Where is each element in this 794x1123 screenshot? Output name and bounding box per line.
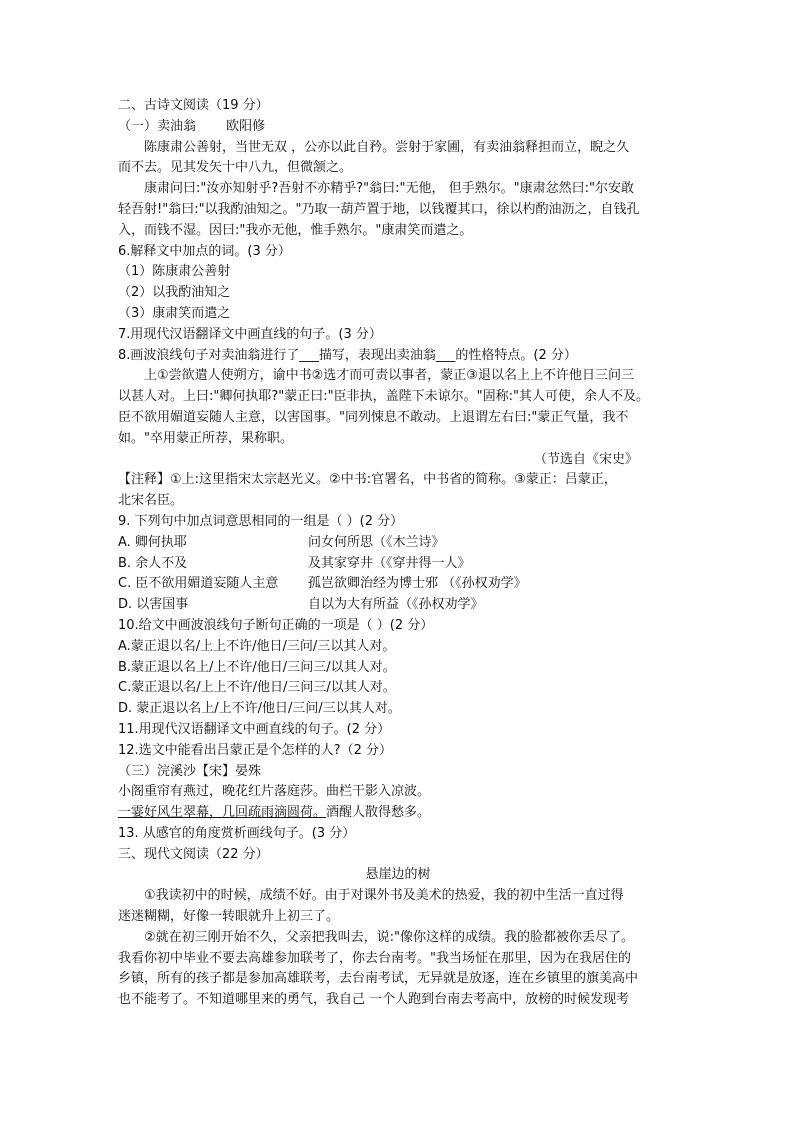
poem-line: 小阁重帘有燕过，晚花红片落庭莎。曲栏干影入凉波。: [118, 784, 431, 800]
article-line: 乡镇，所有的孩子都是参加高雄联考，去台南考试，无异就是放逐，连在乡镇里的旗美高中: [118, 971, 639, 987]
poem-title: （三）浣溪沙【宋】晏殊: [118, 763, 262, 779]
option-line: A.蒙正退以名/上上不许/他日/三问/三以其人对。: [118, 638, 396, 654]
question: 10.给文中画波浪线句子断句正确的一项是（ ）(2 分）: [118, 617, 434, 633]
option-row: [118, 554, 678, 575]
option-row: [118, 533, 678, 554]
option-row: [118, 574, 678, 595]
section-heading: 二、古诗文阅读（19 分）: [118, 98, 269, 113]
source-note: （节选自《宋史》: [533, 451, 638, 467]
article-line: 迷迷糊糊，好像一转眼就升上初三了。: [118, 909, 340, 925]
option-right: 问女何所思（《木兰诗》: [308, 534, 445, 550]
question-item: （1）陈康肃公善射: [118, 264, 231, 280]
article-line: ②就在初三刚开始不久，父亲把我叫去，说:"像你这样的成绩。我的脸都被你丢尽了。: [144, 929, 635, 945]
question: 6.解释文中加点的词。(3 分）: [118, 243, 291, 259]
option-left: A. 卿何执耶: [118, 534, 187, 550]
annotation: 北宋名臣。: [118, 493, 184, 509]
article-title: 悬崖边的树: [365, 867, 431, 883]
option-line: D. 蒙正退以名上/上不许/他日/三问/三以其人对。: [118, 701, 401, 717]
question: 11.用现代汉语翻译文中画直线的句子。(2 分）: [118, 721, 391, 737]
annotation: 【注释】①上:这里指宋太宗赵光义。②中书:官署名，中书省的简称。③蒙正：吕蒙正，: [118, 472, 617, 488]
question: 7.用现代汉语翻译文中画直线的句子。(3 分）: [118, 326, 382, 342]
passage-line: 入，而钱不湿。因曰:"我亦无他，惟手熟尔。"康肃笑而遣之。: [118, 222, 473, 238]
passage-line: 上①尝欲遣人使朔方，谕中书②选才而可责以事者，蒙正③退以名上上不许他日三问三: [144, 368, 634, 384]
option-left: D. 以害国事: [118, 597, 189, 613]
passage-line: 如。"卒用蒙正所荐，果称职。: [118, 430, 293, 446]
question: 13. 从感官的角度赏析画线句子。(3 分）: [118, 825, 356, 841]
passage-line: 臣不欲用媚道妄随人主意，以害国事。"同列悚息不敢动。上退谓左右曰:"蒙正气量，我不: [118, 409, 629, 425]
passage-line: 陈康肃公善射，当世无双 ，公亦以此自矜。尝射于家圃，有卖油翁释担而立，睨之久: [144, 139, 630, 155]
question: 12.选文中能看出吕蒙正是个怎样的人?（2 分）: [118, 742, 392, 758]
passage-line: 而不去。见其发矢十中八九，但微颔之。: [118, 160, 353, 176]
poem-line: [118, 803, 678, 824]
option-right: 及其家穿井（《穿井得一人》: [308, 555, 471, 571]
option-right: 自以为大有所益（《孙权劝学》: [308, 597, 484, 613]
article-line: 也不能考了。不知道哪里来的勇气，我自己 一个人跑到台南去考高中，放榜的时候发现考: [118, 992, 630, 1008]
article-line: ①我读初中的时候，成绩不好。由于对课外书及美术的热爱，我的初中生活一直过得: [144, 888, 624, 904]
option-row: [118, 595, 678, 616]
option-left: C. 臣不欲用媚道妄随人主意: [118, 576, 279, 592]
question: 8.画波浪线句子对卖油翁进行了___描写，表现出卖油翁___的性格特点。(2 分）: [118, 347, 577, 363]
article-line: 我看你初中毕业不要去高雄参加联考了，你去台南考。"我当场怔在那里，因为在我居住的: [118, 950, 631, 966]
passage-line: 轻吾射!"翁曰:"以我酌油知之。"乃取一葫芦置于地，以钱覆其口，徐以杓酌油沥之，自钱孔: [118, 201, 640, 217]
section-heading: 三、现代文阅读（22 分）: [118, 846, 269, 862]
question-item: （2）以我酌油知之: [118, 285, 231, 301]
option-right: 孤岂欲卿治经为博士邪 （《孙权劝学》: [308, 576, 527, 592]
question-item: （3）康肃笑而遣之: [118, 305, 231, 321]
underlined-text: 一霎好风生翠幕，几回疏雨滴圆荷。: [118, 805, 327, 821]
document-page: [118, 96, 678, 1011]
poem-tail: 酒醒人散得愁多。: [326, 805, 431, 821]
option-line: C.蒙正退以名/上上不许/他日/三问三/以其人对。: [118, 680, 396, 696]
passage-line: 康肃问曰:"汝亦知射乎?吾射不亦精乎?"翁曰:"无他， 但手熟尔。"康肃忿然曰:"尔安敢: [144, 181, 634, 197]
option-left: B. 余人不及: [118, 555, 188, 571]
poem-title: （一）卖油翁 欧阳修: [118, 118, 266, 134]
question: 9. 下列句中加点词意思相同的一组是（ ）(2 分）: [118, 513, 404, 529]
passage-line: 以甚人对。上曰:"卿何执耶?"蒙正曰:"臣非执，盖陛下未谅尔。"固称:"其人可使，余人不及。: [118, 389, 649, 405]
option-line: B.蒙正退以名上/上不许/他日/三问三/以其人对。: [118, 659, 396, 675]
